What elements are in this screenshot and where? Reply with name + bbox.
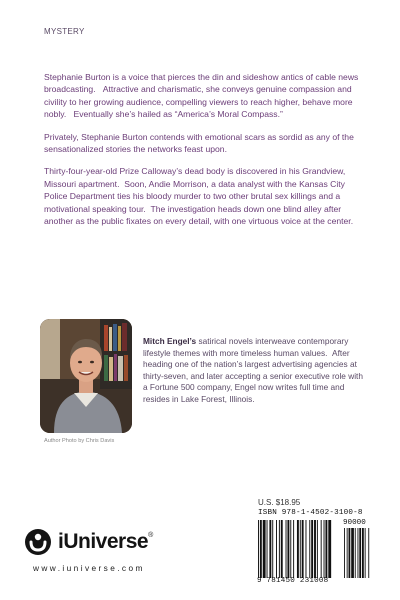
barcode-bars — [258, 520, 370, 578]
isbn-barcode — [255, 509, 375, 588]
publisher-logo — [24, 528, 153, 556]
back-cover-blurb — [44, 71, 360, 237]
trademark-symbol: ® — [148, 532, 153, 539]
author-bio — [143, 336, 366, 406]
genre-label: MYSTERY — [44, 27, 85, 36]
blurb-paragraph-1: Stephanie Burton is a voice that pierces the din and sideshow antics of cable news broadcasting. Attractive and charismatic, she conveys genuine compassion and civility to her growing audience, compelling viewers to reach higher, behave more nobly. Eventually she’s hailed as “America’s Moral Compass.” — [44, 72, 359, 120]
barcode-addon-number: 90000 — [343, 519, 366, 527]
publisher-name — [58, 530, 153, 554]
author-bio-text: satirical novels interweave contemporary lifestyle themes with more timeless human values. After heading one of the nation’s largest advertising agencies at thirty-seven, and later accepting a senior executive role with a Fortune 500 company, Engel now writes full time and resides in Lake Forest, Illinois. — [143, 336, 363, 404]
publisher-name-text: iUniverse — [58, 530, 149, 553]
publisher-website: www.iuniverse.com — [33, 563, 145, 573]
author-photo — [40, 319, 132, 433]
blurb-paragraph-3: Thirty-four-year-old Prize Calloway’s dead body is discovered in his Grandview, Missouri apartment. Soon, Andie Morrison, a data analyst with the Kansas City Police Department ties his bloody murder to two other brutal sex killings and a motivational speaking tour. The investigation heads down one blind alley after another as the public fixates on every detail, with one virtuous voice at the center. — [44, 166, 354, 227]
photo-credit: Author Photo by Chris Davis — [44, 438, 115, 444]
iuniverse-logo-icon — [24, 528, 52, 556]
price-label: U.S. $18.95 — [258, 498, 301, 507]
author-name: Mitch Engel’s — [143, 336, 197, 346]
blurb-paragraph-2: Privately, Stephanie Burton contends with emotional scars as sordid as any of the sensationalized stories the networks feast upon. — [44, 131, 354, 155]
ean-digits: 9 781450 231008 — [257, 577, 329, 585]
isbn-number: ISBN 978-1-4502-3100-8 — [258, 509, 363, 517]
